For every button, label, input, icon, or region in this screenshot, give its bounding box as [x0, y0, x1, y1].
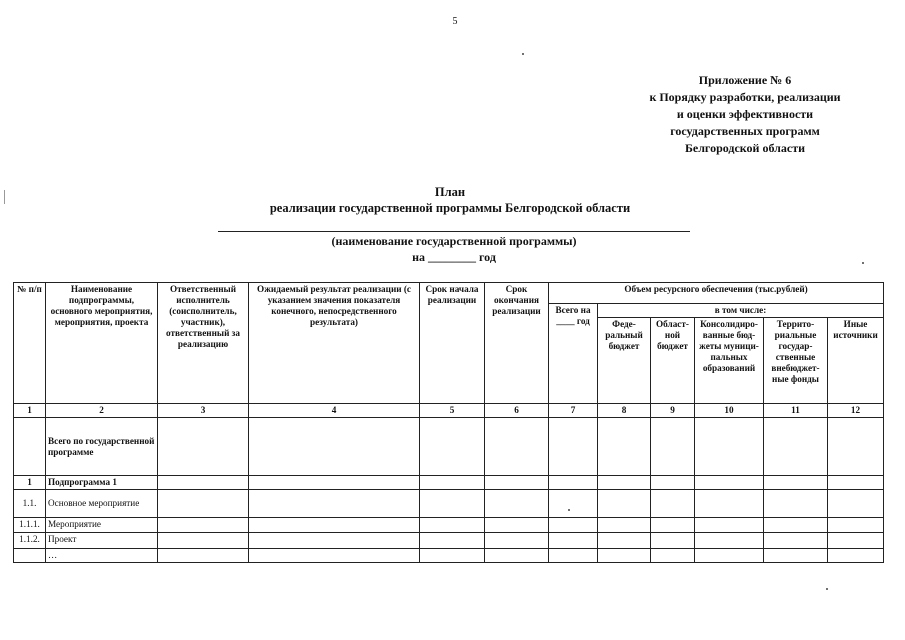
col-number: 1 [14, 404, 46, 418]
row-name: Основное мероприятие [46, 490, 158, 518]
scan-speck [522, 53, 524, 55]
header-total: Всего на ____ год [549, 304, 598, 404]
column-number-row [14, 404, 884, 418]
appendix-line-4: государственных программ [670, 124, 820, 138]
header-executor: Ответственный исполнитель (соисполнитель, участник), ответственный за реализацию [158, 283, 249, 404]
title-line-1: План [434, 185, 466, 199]
header-row-1 [14, 283, 884, 304]
row-num: 1.1.2. [14, 533, 46, 549]
table-row [14, 518, 884, 533]
col-number: 5 [420, 404, 485, 418]
header-resources: Объем ресурсного обеспечения (тыс.рублей) [549, 283, 884, 304]
header-end: Срок окончания реализации [485, 283, 549, 404]
row-name: Мероприятие [46, 518, 158, 533]
header-name: Наименование подпрограммы, основного мероприятия, мероприятия, проекта [46, 283, 158, 404]
row-num: 1.1.1. [14, 518, 46, 533]
col-number: 12 [828, 404, 884, 418]
header-num: № п/п [14, 283, 46, 404]
table-row [14, 476, 884, 490]
header-start: Срок начала реализации [420, 283, 485, 404]
col-number: 10 [695, 404, 764, 418]
row-num [14, 418, 46, 476]
program-name-underline [218, 231, 690, 232]
col-number: 6 [485, 404, 549, 418]
col-number: 4 [249, 404, 420, 418]
row-num: 1 [14, 476, 46, 490]
header-territorial: Террито-риальные государ-ственные внебюджет-ные фонды [764, 318, 828, 404]
appendix-line-3: и оценки эффективности [676, 107, 814, 121]
appendix-line-2: к Порядку разработки, реализации [649, 90, 841, 104]
row-name: Всего по государственной программе [46, 418, 158, 476]
table-row [14, 549, 884, 563]
header-federal: Феде-ральный бюджет [598, 318, 651, 404]
plan-table [13, 282, 884, 563]
header-regional: Област-ной бюджет [651, 318, 695, 404]
scan-mark [4, 190, 5, 204]
appendix-line-1: Приложение № 6 [698, 73, 792, 87]
col-number: 2 [46, 404, 158, 418]
table-row [14, 533, 884, 549]
col-number: 9 [651, 404, 695, 418]
title-line-2: реализации государственной программы Белгородской области [269, 201, 631, 215]
program-name-caption: (наименование государственной программы) [331, 234, 577, 248]
header-municipal: Консолидиро-ванные бюд-жеты муници-пальных образований [695, 318, 764, 404]
year-line: на ________ год [412, 250, 496, 264]
page-number: 5 [452, 16, 458, 27]
row-num [14, 549, 46, 563]
table-row [14, 418, 884, 476]
scan-speck [862, 262, 864, 264]
document-title [200, 184, 700, 216]
col-number: 8 [598, 404, 651, 418]
appendix-line-5: Белгородской области [684, 141, 806, 155]
row-num: 1.1. [14, 490, 46, 518]
row-name: Проект [46, 533, 158, 549]
table-row [14, 490, 884, 518]
header-result: Ожидаемый результат реализации (с указанием значения показателя конечного, непосредственного результата) [249, 283, 420, 404]
col-number: 3 [158, 404, 249, 418]
scan-speck [826, 588, 828, 590]
col-number: 7 [549, 404, 598, 418]
row-name: Подпрограмма 1 [46, 476, 158, 490]
col-number: 11 [764, 404, 828, 418]
header-including: в том числе: [598, 304, 884, 318]
appendix-header [600, 72, 890, 157]
row-name: … [46, 549, 158, 563]
header-other: Иные источники [828, 318, 884, 404]
